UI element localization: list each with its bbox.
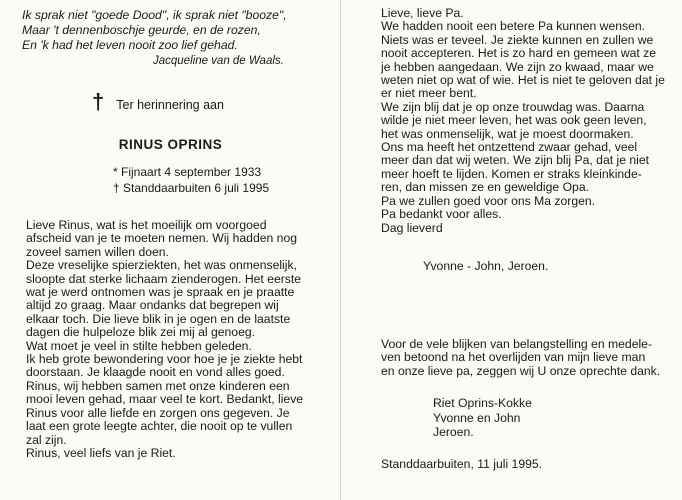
life-dates (113, 164, 269, 196)
text-line: dagen die hulpeloze blik zei mij al genoeg. (26, 325, 256, 340)
text-line: Pa bedankt voor alles. (381, 207, 502, 222)
cross-icon: † (92, 89, 105, 114)
text-line: meer dan dat wij weten. We zijn blij Pa, dat je niet (381, 153, 650, 168)
text-line: doorstaan. Je klaagde nooit en vond alles goed. (26, 365, 285, 380)
text-line: er niet meer bent. (381, 86, 477, 101)
poem-line: En 'k had het leven nooit zoo lief gehad. (22, 38, 238, 52)
text-line: laat een grote leegte achter, die nooit op te vullen (26, 419, 293, 434)
place-date: Standdaarbuiten, 11 juli 1995. (381, 457, 543, 471)
children-message (381, 7, 665, 235)
text-line: wat je werd ontnomen was je spraak en je praatte (26, 285, 295, 300)
memorial-intro (92, 89, 224, 115)
text-line: zal zijn. (26, 432, 67, 447)
wife-message (26, 219, 303, 460)
text-line: Rinus, wij hebben samen met onze kinderen een (26, 378, 290, 393)
text-line: wilde je niet meer leven, het was ook geen leven, (381, 113, 647, 128)
signer: Yvonne en John (433, 410, 521, 425)
birth-date: * Fijnaart 4 september 1933 (113, 165, 262, 179)
signer: Jeroen. (433, 425, 474, 439)
text-line: het was onmenselijk, wat je moest doormaken. (381, 126, 634, 141)
poem-line: Maar 't dennenboschje geurde, en de rozen, (22, 23, 261, 37)
text-line: Wat moet je veel in stilte hebben geleden. (26, 338, 252, 353)
right-page (341, 0, 682, 500)
text-line: Ons ma heeft het ontzettend zwaar gehad, veel (381, 140, 638, 155)
text-line: nooit accepteren. Het is zo hard en gemeen wat ze (381, 46, 657, 61)
text-line: Lieve Rinus, wat is het moeilijk om voorgoed (26, 218, 267, 232)
text-line: Rinus voor alle liefde en zorgen ons gegeven. Je (26, 405, 290, 420)
children-signature: Yvonne - John, Jeroen. (423, 259, 549, 273)
text-line: sloopte dat sterke lichaam zienderogen. Het eerste (26, 271, 302, 286)
text-line: elkaar toch. Die lieve blik in je ogen en de laatste (26, 311, 291, 326)
poem-line: Ik sprak niet "goede Dood", ik sprak niet "booze", (22, 8, 287, 22)
poem-author: Jacqueline van de Waals. (153, 55, 284, 67)
deceased-name: RINUS OPRINS (118, 137, 223, 152)
text-line: meer hoeft te lijden. Komen er straks kleinkinde- (381, 166, 642, 181)
text-line: en onze lieve pa, zeggen wij U onze oprechte dank. (381, 363, 661, 378)
text-line: Pa we zullen goed voor ons Ma zorgen. (381, 193, 596, 208)
signer: Riet Oprins-Kokke (433, 396, 532, 410)
text-line: Rinus, veel liefs van je Riet. (26, 445, 176, 460)
text-line: Dag lieverd (381, 220, 443, 235)
text-line: je hebben aangedaan. We zijn zo kwaad, maar we (381, 59, 654, 74)
text-line: weten niet op wat of wie. Het is niet te geloven dat je (381, 73, 665, 88)
poem (22, 8, 287, 53)
intro-text: Ter herinnering aan (116, 98, 224, 112)
thanks-message (381, 338, 660, 378)
text-line: ven betoond na het overlijden van mijn lieve man (381, 350, 646, 365)
text-line: We hadden nooit een betere Pa kunnen wensen. (381, 19, 646, 34)
text-line: We zijn blij dat je op onze trouwdag was. Daarna (381, 99, 645, 114)
text-line: afscheid van je te moeten nemen. Wij hadden nog (26, 231, 298, 246)
text-line: Ik heb grote bewondering voor hoe je je ziekte hebt (26, 352, 303, 367)
text-line: Niets was er teveel. Je ziekte kunnen en zullen we (381, 32, 654, 47)
text-line: ren, dan missen ze en geweldige Opa. (381, 180, 589, 195)
text-line: zoveel samen willen doen. (26, 244, 169, 259)
text-line: altijd zo graag. Maar ondanks dat begrepen wij (26, 298, 279, 313)
text-line: Deze vreselijke spierziekten, het was onmenselijk, (26, 258, 297, 273)
thanks-signers (433, 396, 532, 440)
death-date: † Standdaarbuiten 6 juli 1995 (113, 181, 270, 195)
text-line: Lieve, lieve Pa. (381, 6, 464, 20)
text-line: Voor de vele blijken van belangstelling en medele- (381, 337, 653, 351)
text-line: mooi leven gehad, maar veel te kort. Bedankt, lieve (26, 392, 304, 407)
